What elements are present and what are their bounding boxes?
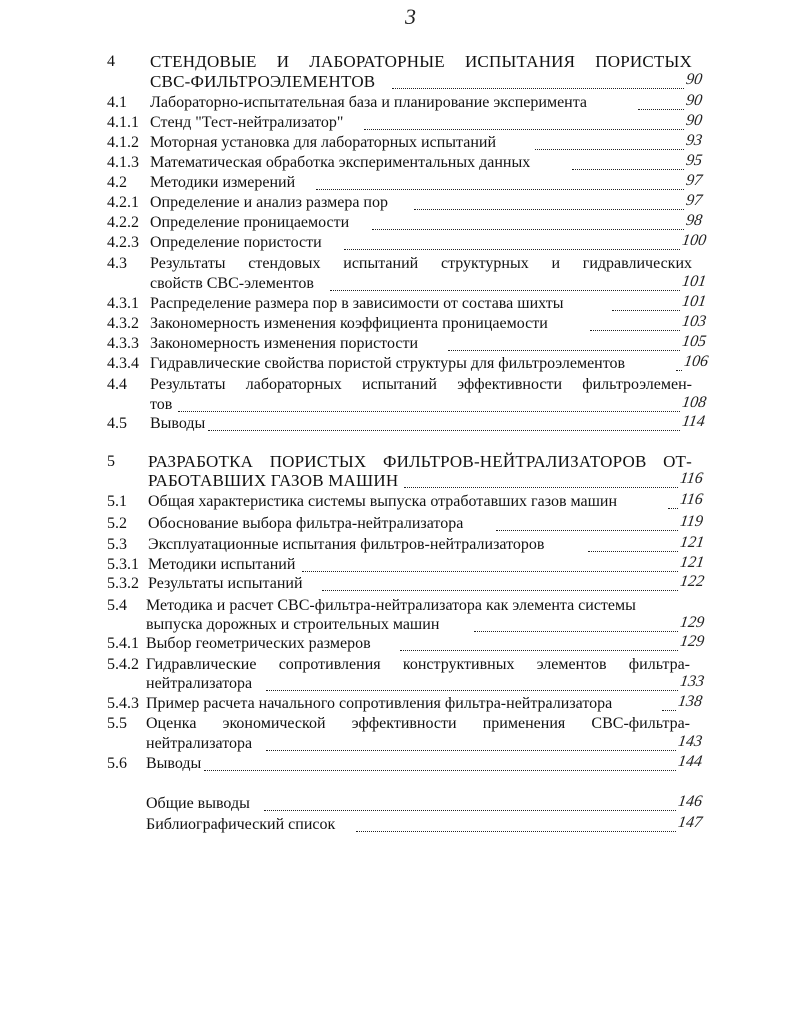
toc-leader [264,810,676,811]
toc-leader [208,430,680,431]
toc-entry-page: 147 [676,814,704,831]
toc-entry-title-line2: СВС-ФИЛЬТРОЭЛЕМЕНТОВ [150,72,376,91]
toc-entry-number: 5.5 [107,715,127,732]
toc-entry-page: 121 [678,534,706,551]
toc-entry-page: 105 [680,333,708,350]
toc-entry-title: Лабораторно-испытательная база и планирование эксперимента [150,94,588,111]
toc-entry-page: 106 [682,353,710,370]
toc-entry-number: 4.2.2 [107,214,139,231]
toc-leader [266,690,678,691]
toc-entry-number: 4.2.3 [107,234,139,251]
toc-entry-number: 4.5 [107,415,127,432]
toc-leader [178,411,680,412]
toc-entry-title: Определение и анализ размера пор [150,194,388,211]
toc-leader [322,590,678,591]
toc-entry-number: 4.3.4 [107,355,139,372]
toc-entry-title-line1: РАЗРАБОТКА ПОРИСТЫХ ФИЛЬТРОВ-НЕЙТРАЛИЗАТОРОВ ОТ- [148,452,692,471]
toc-entry-title-line2: выпуска дорожных и строительных машин [146,616,440,633]
toc-entry-page: 129 [678,633,706,650]
toc-entry-title-line2: РАБОТАВШИХ ГАЗОВ МАШИН [148,471,399,490]
toc-entry-number: 5.1 [107,493,127,510]
toc-entry-number: 5.4.2 [107,656,139,673]
toc-leader [638,109,684,110]
toc-entry-number: 5.3 [107,536,127,553]
toc-entry-title-line1: Результаты лабораторных испытаний эффективности фильтроэлемен- [150,376,692,393]
toc-leader [676,370,682,371]
toc-entry-page: 146 [676,793,704,810]
toc-entry-number: 4.3.3 [107,335,139,352]
toc-entry-page: 90 [684,71,704,88]
toc-leader [364,129,684,130]
toc-entry-title: Закономерность изменения пористости [150,335,419,352]
toc-entry-title: Распределение размера пор в зависимости от состава шихты [150,295,564,312]
toc-entry-number: 4 [107,53,115,70]
toc-entry-page: 143 [676,733,704,750]
toc-entry-page: 121 [678,554,706,571]
toc-leader [344,249,680,250]
toc-entry-title: Пример расчета начального сопротивления фильтра-нейтрализатора [146,695,613,712]
toc-entry-number: 4.1 [107,94,127,111]
toc-leader [662,710,676,711]
toc-entry-title: Выводы [146,755,202,772]
toc-entry-number: 4.3.1 [107,295,139,312]
toc-leader [372,229,684,230]
toc-entry-number: 5.3.1 [107,556,139,573]
toc-entry-title-line2: тов [150,396,173,413]
toc-entry-title: Общая характеристика системы выпуска отработавших газов машин [148,493,618,510]
toc-entry-number: 4.4 [107,376,127,393]
toc-leader [448,350,680,351]
toc-entry-title: Выбор геометрических размеров [146,635,371,652]
toc-entry-page: 101 [680,293,708,310]
toc-entry-title: Определение проницаемости [150,214,350,231]
toc-entry-page: 138 [676,693,704,710]
toc-entry-title: Библиографический список [146,816,336,833]
toc-entry-page: 93 [684,132,704,149]
toc-entry-page: 100 [680,232,708,249]
toc-entry-number: 4.2 [107,174,127,191]
toc-entry-page: 101 [680,273,708,290]
toc-entry-page: 95 [684,152,704,169]
toc-entry-number: 5 [107,453,115,470]
toc-entry-page: 114 [680,413,707,430]
toc-entry-number: 5.4.3 [107,695,139,712]
toc-leader [535,149,684,150]
toc-entry-page: 133 [678,673,706,690]
toc-entry-number: 4.1.3 [107,154,139,171]
toc-entry-title-line1: Гидравлические сопротивления конструктивных элементов фильтра- [146,656,690,673]
toc-leader [392,88,684,89]
toc-leader [302,571,678,572]
toc-entry-page: 90 [684,112,704,129]
toc-entry-title: Математическая обработка экспериментальных данных [150,154,531,171]
toc-entry-title: Закономерность изменения коэффициента проницаемости [150,315,548,332]
toc-leader [316,189,684,190]
toc-entry-page: 122 [678,573,706,590]
toc-leader [266,750,676,751]
toc-leader [496,530,678,531]
toc-entry-title: Методики измерений [150,174,296,191]
toc-entry-page: 97 [684,192,704,209]
toc-entry-number: 4.1.1 [107,114,139,131]
toc-entry-title-line1: Оценка экономической эффективности применения СВС-фильтра- [146,715,690,732]
toc-entry-number: 5.2 [107,515,127,532]
toc-leader [474,631,678,632]
toc-entry-title-line1: Методика и расчет СВС-фильтра-нейтрализатора как элемента системы [146,597,636,614]
toc-entry-page: 108 [680,394,708,411]
toc-entry-number: 5.4.1 [107,635,139,652]
toc-entry-title: Гидравлические свойства пористой структуры для фильтроэлементов [150,355,626,372]
toc-leader [400,650,678,651]
toc-entry-title: Общие выводы [146,795,250,812]
toc-entry-number: 4.1.2 [107,134,139,151]
toc-entry-page: 97 [684,172,704,189]
toc-leader [612,310,680,311]
toc-entry-title-line2: свойств СВС-элементов [150,275,314,292]
toc-leader [356,831,676,832]
toc-entry-title-line2: нейтрализатора [146,735,253,752]
toc-entry-title: Результаты испытаний [148,575,303,592]
toc-entry-title-line1: СТЕНДОВЫЕ И ЛАБОРАТОРНЫЕ ИСПЫТАНИЯ ПОРИСТЫХ [150,52,692,71]
toc-entry-number: 4.2.1 [107,194,139,211]
toc-entry-page: 116 [678,470,705,487]
toc-entry-title: Стенд "Тест-нейтрализатор" [150,114,344,131]
toc-entry-title: Методики испытаний [148,556,296,573]
toc-leader [590,330,680,331]
toc-leader [572,169,684,170]
toc-entry-number: 5.3.2 [107,575,139,592]
toc-entry-title-line1: Результаты стендовых испытаний структурных и гидравлических [150,255,692,272]
toc-entry-title: Обоснование выбора фильтра-нейтрализатора [148,515,464,532]
toc-entry-page: 98 [684,212,704,229]
toc-entry-page: 119 [678,513,705,530]
toc-entry-title: Выводы [150,415,206,432]
toc-entry-number: 5.4 [107,597,127,614]
toc-leader [330,290,680,291]
page-number: 3 [405,4,416,29]
toc-leader [414,209,684,210]
toc-leader [588,551,678,552]
toc-entry-title-line2: нейтрализатора [146,675,253,692]
toc-entry-page: 103 [680,313,708,330]
toc-entry-title: Эксплуатационные испытания фильтров-нейтрализаторов [148,536,545,553]
toc-entry-number: 5.6 [107,755,127,772]
toc-leader [204,770,676,771]
toc-entry-title: Моторная установка для лабораторных испытаний [150,134,497,151]
toc-entry-number: 4.3.2 [107,315,139,332]
toc-entry-page: 129 [678,614,706,631]
toc-entry-title: Определение пористости [150,234,322,251]
toc-entry-page: 144 [676,753,704,770]
toc-leader [404,487,678,488]
toc-entry-number: 4.3 [107,255,127,272]
toc-leader [668,508,678,509]
toc-entry-page: 90 [684,92,704,109]
toc-entry-page: 116 [678,491,705,508]
